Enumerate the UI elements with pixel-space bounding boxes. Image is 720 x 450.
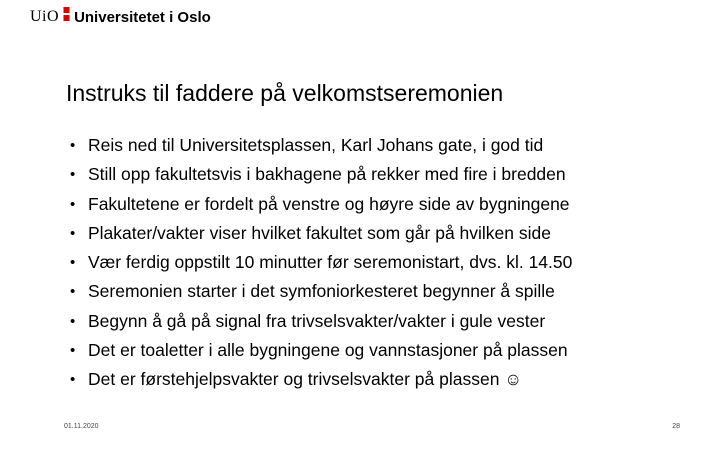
- logo-uio-text: UiO: [30, 8, 60, 25]
- instruction-list: [66, 131, 572, 395]
- slide-title: Instruks til faddere på velkomstseremonien: [66, 80, 504, 106]
- uio-seal-icon: [63, 7, 70, 28]
- list-item: [66, 190, 572, 219]
- page-number: 28: [672, 423, 680, 430]
- list-item: [66, 277, 572, 306]
- list-item-text: Fakultetene er fordelt på venstre og høyre side av bygningene: [88, 193, 570, 214]
- bullet-marker: •: [70, 195, 76, 213]
- uio-logo: [30, 8, 211, 26]
- list-item: [66, 160, 572, 189]
- bullet-marker: •: [70, 283, 76, 301]
- list-item: [66, 307, 572, 336]
- bullet-marker: •: [70, 342, 76, 360]
- list-item-text: Reis ned til Universitetsplassen, Karl Johans gate, i god tid: [88, 135, 544, 155]
- list-item-text: Det er toaletter i alle bygningene og vannstasjoner på plassen: [88, 340, 568, 361]
- bullet-marker: •: [70, 371, 76, 389]
- list-item-text: Vær ferdig oppstilt 10 minutter før seremonistart, dvs. kl. 14.50: [88, 252, 573, 273]
- list-item-text: Seremonien starter i det symfoniorkesteret begynner å spille: [88, 281, 555, 302]
- list-item: [66, 219, 572, 248]
- bullet-marker: •: [70, 224, 76, 242]
- list-item: [66, 365, 572, 394]
- bullet-marker: •: [70, 166, 76, 184]
- list-item-text: Begynn å gå på signal fra trivselsvakter/vakter i gule vester: [88, 310, 546, 331]
- list-item: [66, 248, 572, 277]
- list-item-text: Plakater/vakter viser hvilket fakultet som går på hvilken side: [88, 222, 551, 243]
- bullet-marker: •: [70, 137, 76, 154]
- footer-date: 01.11.2020: [64, 423, 99, 430]
- list-item-text: Still opp fakultetsvis i bakhagene på rekker med fire i bredden: [88, 164, 566, 185]
- logo-university-name: Universitetet i Oslo: [74, 8, 211, 26]
- bullet-marker: •: [70, 254, 76, 272]
- list-item-text: Det er førstehjelpsvakter og trivselsvakter på plassen ☺: [88, 369, 523, 390]
- list-item: [66, 131, 572, 160]
- list-item: [66, 336, 572, 365]
- bullet-marker: •: [70, 312, 76, 330]
